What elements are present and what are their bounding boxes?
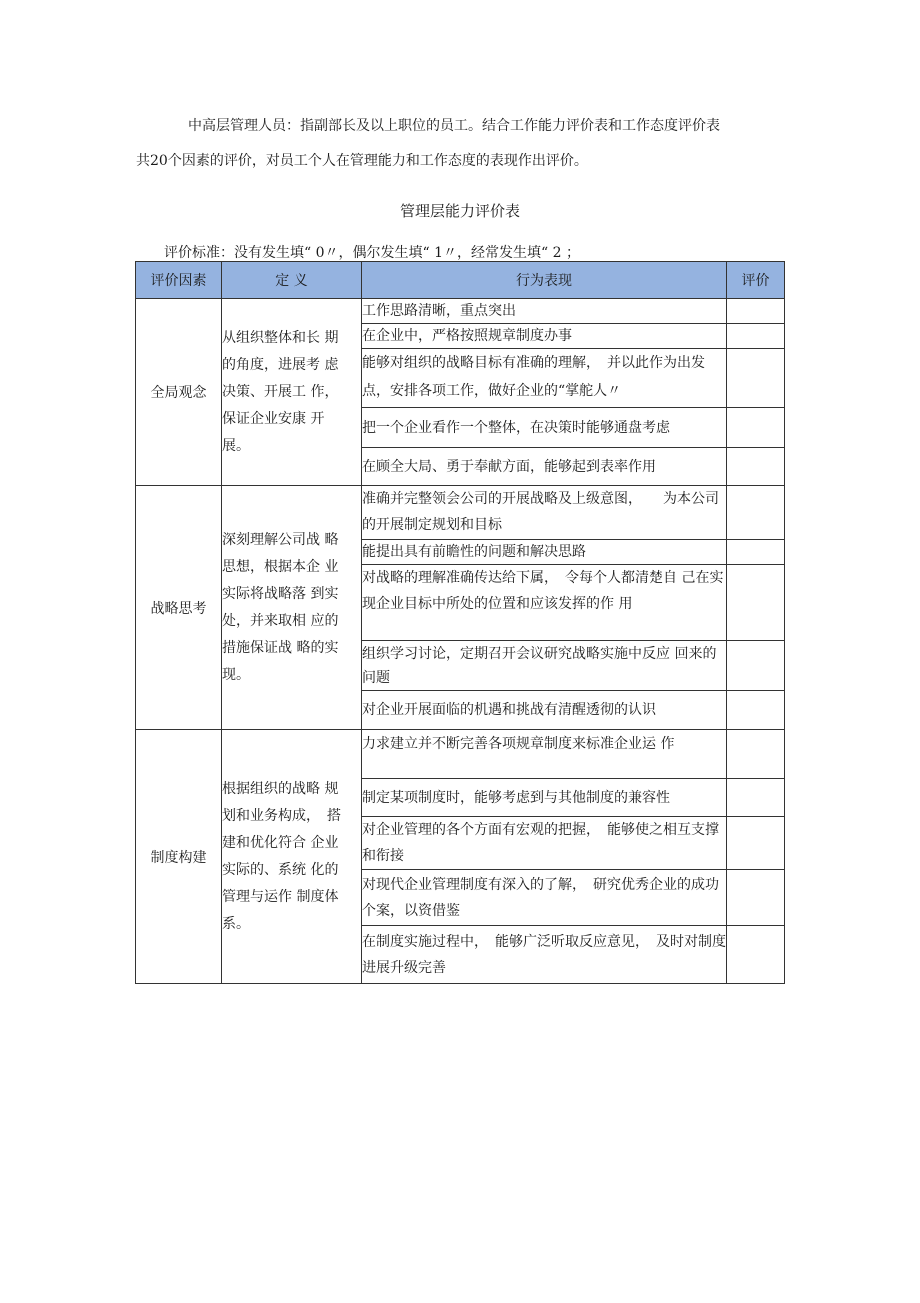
- table-row: [136, 299, 785, 324]
- table-header-row: [136, 262, 785, 299]
- table-row: [136, 486, 785, 540]
- rating-cell[interactable]: [727, 565, 785, 641]
- behavior-cell: 把一个企业看作一个整体，在决策时能够通盘考虑: [362, 408, 727, 448]
- rating-cell[interactable]: [727, 926, 785, 984]
- behavior-cell: 工作思路清晰，重点突出: [362, 299, 727, 324]
- behavior-cell: 对现代企业管理制度有深入的了解， 研究优秀企业的成功个案，以资借鉴: [362, 870, 727, 926]
- rating-cell[interactable]: [727, 779, 785, 817]
- behavior-cell: 能够对组织的战略目标有准确的理解， 并以此作为出发点，安排各项工作，做好企业的“掌舵人〃: [362, 349, 727, 408]
- behavior-cell: 对企业开展面临的机遇和挑战有清醒透彻的认识: [362, 691, 727, 730]
- behavior-cell: 在顾全大局、勇于奉献方面，能够起到表率作用: [362, 448, 727, 486]
- rating-cell[interactable]: [727, 486, 785, 540]
- definition-cell: [222, 730, 362, 984]
- behavior-cell: 组织学习讨论，定期召开会议研究战略实施中反应 回来的问题: [362, 641, 727, 691]
- behavior-cell: 能提出具有前瞻性的问题和解决思路: [362, 540, 727, 565]
- intro-line-1: 中高层管理人员：指副部长及以上职位的员工。结合工作能力评价表和工作态度评价表: [188, 118, 720, 134]
- rating-cell[interactable]: [727, 817, 785, 870]
- table-title: 管理层能力评价表: [399, 202, 520, 220]
- factor-cell: 战略思考: [136, 486, 222, 730]
- rating-cell[interactable]: [727, 691, 785, 730]
- rating-cell[interactable]: [727, 641, 785, 691]
- definition-cell: [222, 299, 362, 486]
- table-row: [136, 730, 785, 779]
- rating-standard: 评价标准：没有发生填“ 0〃，偶尔发生填“ 1〃，经常发生填“ 2 ；: [164, 245, 580, 261]
- header-factor: 评价因素: [136, 262, 222, 299]
- rating-cell[interactable]: [727, 349, 785, 408]
- definition-text: 根据组织的战略 规划和业务构成， 搭建和优化符合 企业实际的、系统 化的管理与运作 制度体系。: [222, 780, 341, 932]
- definition-text: 从组织整体和长 期的角度，进展考 虑决策、开展工 作，保证企业安康 开展。: [222, 329, 339, 454]
- rating-cell[interactable]: [727, 540, 785, 565]
- rating-cell[interactable]: [727, 870, 785, 926]
- behavior-cell: 制定某项制度时，能够考虑到与其他制度的兼容性: [362, 779, 727, 817]
- rating-cell[interactable]: [727, 324, 785, 349]
- behavior-cell: 力求建立并不断完善各项规章制度来标准企业运 作: [362, 730, 727, 779]
- rating-cell[interactable]: [727, 408, 785, 448]
- intro-line-2: 共20个因素的评价，对员工个人在管理能力和工作态度的表现作出评价。: [136, 153, 588, 169]
- behavior-cell: 对战略的理解准确传达给下属， 令每个人都清楚自 己在实现企业目标中所处的位置和应该发挥的作 用: [362, 565, 727, 641]
- rating-cell[interactable]: [727, 730, 785, 779]
- rating-cell[interactable]: [727, 299, 785, 324]
- behavior-cell: 准确并完整领会公司的开展战略及上级意图， 为本公司的开展制定规划和目标: [362, 486, 727, 540]
- header-definition: 定 义: [222, 262, 362, 299]
- behavior-cell: 在企业中，严格按照规章制度办事: [362, 324, 727, 349]
- evaluation-table: [135, 261, 785, 984]
- definition-text: 深刻理解公司战 略思想，根据本企 业实际将战略落 到实处，并来取相 应的措施保证战 略的实现。: [222, 531, 339, 683]
- definition-cell: [222, 486, 362, 730]
- rating-cell[interactable]: [727, 448, 785, 486]
- header-behavior: 行为表现: [362, 262, 727, 299]
- behavior-cell: 在制度实施过程中， 能够广泛听取反应意见， 及时对制度进展升级完善: [362, 926, 727, 984]
- factor-cell: 制度构建: [136, 730, 222, 984]
- factor-cell: 全局观念: [136, 299, 222, 486]
- header-rating: 评价: [727, 262, 785, 299]
- behavior-cell: 对企业管理的各个方面有宏观的把握， 能够使之相互支撑和衔接: [362, 817, 727, 870]
